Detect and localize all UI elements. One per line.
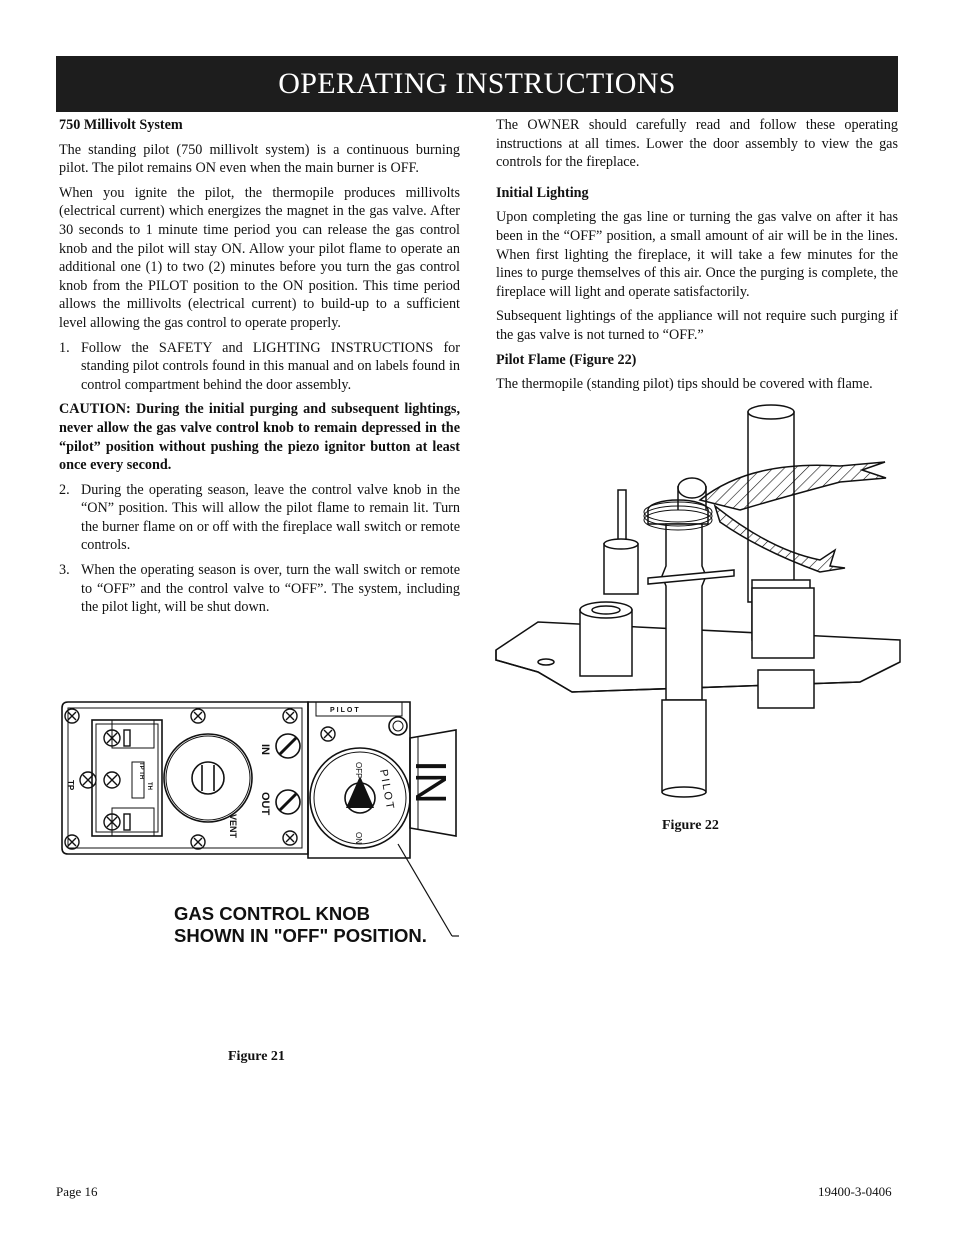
label-vent: VENT xyxy=(228,814,238,839)
section-heading-pilot-flame: Pilot Flame (Figure 22) xyxy=(496,351,637,368)
right-column xyxy=(496,116,898,400)
paragraph: Subsequent lightings of the appliance will not require such purging if the gas valve is not turned to “OFF.” xyxy=(496,308,898,343)
label-off: OFF xyxy=(354,762,363,778)
caution-text: CAUTION: During the initial purging and subsequent lightings, never allow the gas valve control knob to remain depressed in the “pilot” position without pushing the piezo ignitor button at least once every second. xyxy=(59,401,460,474)
terminal-icon xyxy=(80,772,96,788)
screw-icon xyxy=(321,727,335,741)
label-inlet: IN xyxy=(406,760,455,804)
list-number: 2. xyxy=(59,481,70,498)
steps-list xyxy=(59,481,460,617)
knob-pointer-icon xyxy=(346,776,374,808)
paragraph: The OWNER should carefully read and follow these operating instructions at all times. Lower the door assembly to view the gas controls for the fireplace. xyxy=(496,117,898,171)
figure-caption: Figure 21 xyxy=(228,1049,285,1064)
page-title: OPERATING INSTRUCTIONS xyxy=(56,56,898,112)
callout-label xyxy=(174,903,427,947)
list-number: 1. xyxy=(59,339,70,356)
section-heading-750mv: 750 Millivolt System xyxy=(59,117,183,133)
label-th: TH xyxy=(146,782,152,790)
list-item xyxy=(59,561,460,617)
label-out: OUT xyxy=(259,792,271,816)
screw-icon xyxy=(191,835,205,849)
figure-caption: Figure 22 xyxy=(662,818,719,833)
label-pilot: PILOT xyxy=(330,707,361,714)
label-tpth: TP TH xyxy=(138,762,144,780)
list-item xyxy=(59,339,460,395)
list-text: When the operating season is over, turn the wall switch or remote to “OFF” and the control valve to “OFF”. The system, including the pilot light, will be shut down. xyxy=(81,562,460,616)
callout-line: SHOWN IN "OFF" POSITION. xyxy=(174,925,427,946)
label-on: ON xyxy=(354,832,363,844)
terminal-icon xyxy=(104,814,130,830)
paragraph: When you ignite the pilot, the thermopile produces millivolts (electrical current) which energizes the magnet in the gas valve. After 30 seconds to 1 minute time period you can release the gas control knob and the pilot will stay ON. Allow your pilot flame to operate an additional one (1) to two (2) minutes before you turn the gas control knob from the PILOT position to the ON position. This time period allows the millivolts (electrical current) to build-up to a sufficient level allowing the gas control to operate properly. xyxy=(59,184,460,331)
list-text: During the operating season, leave the control valve knob in the “ON” position. This will allow the pilot flame to remain lit. Turn the burner flame on or off with the fireplace wall switch or remote controls. xyxy=(81,481,460,554)
terminal-icon xyxy=(104,730,130,746)
list-number: 3. xyxy=(59,562,70,579)
list-item xyxy=(59,481,460,555)
screw-icon xyxy=(283,831,297,845)
list-text: Follow the SAFETY and LIGHTING INSTRUCTIONS for standing pilot controls found in this manual and on labels found in control compartment behind the door assembly. xyxy=(81,339,460,393)
label-in: IN xyxy=(259,744,271,755)
paragraph: Upon completing the gas line or turning the gas valve on after it has been in the “OFF” position, a small amount of air will be in the lines. When first lighting the fireplace, it will take a few minutes for the lines to purge themselves of this air. Once the purging is complete, the fireplace will light and operate satisfactorily. xyxy=(496,209,898,300)
label-knob-pilot: PILOT xyxy=(377,768,397,812)
page-number: Page 16 xyxy=(56,1184,98,1199)
screw-icon xyxy=(65,835,79,849)
callout-line: GAS CONTROL KNOB xyxy=(174,903,370,924)
steps-list xyxy=(59,339,460,395)
screw-icon xyxy=(65,709,79,723)
label-tp: TP xyxy=(66,780,75,791)
left-column xyxy=(59,116,460,623)
document-number: 19400-3-0406 xyxy=(818,1184,892,1199)
pilot-assembly-diagram xyxy=(490,400,910,810)
screw-icon xyxy=(191,709,205,723)
terminal-icon xyxy=(104,772,120,788)
paragraph: The standing pilot (750 millivolt system) is a continuous burning pilot. The pilot remains ON even when the main burner is OFF. xyxy=(59,141,460,177)
section-heading-initial-lighting: Initial Lighting xyxy=(496,184,589,201)
screw-icon xyxy=(283,709,297,723)
paragraph: The thermopile (standing pilot) tips should be covered with flame. xyxy=(496,376,873,393)
